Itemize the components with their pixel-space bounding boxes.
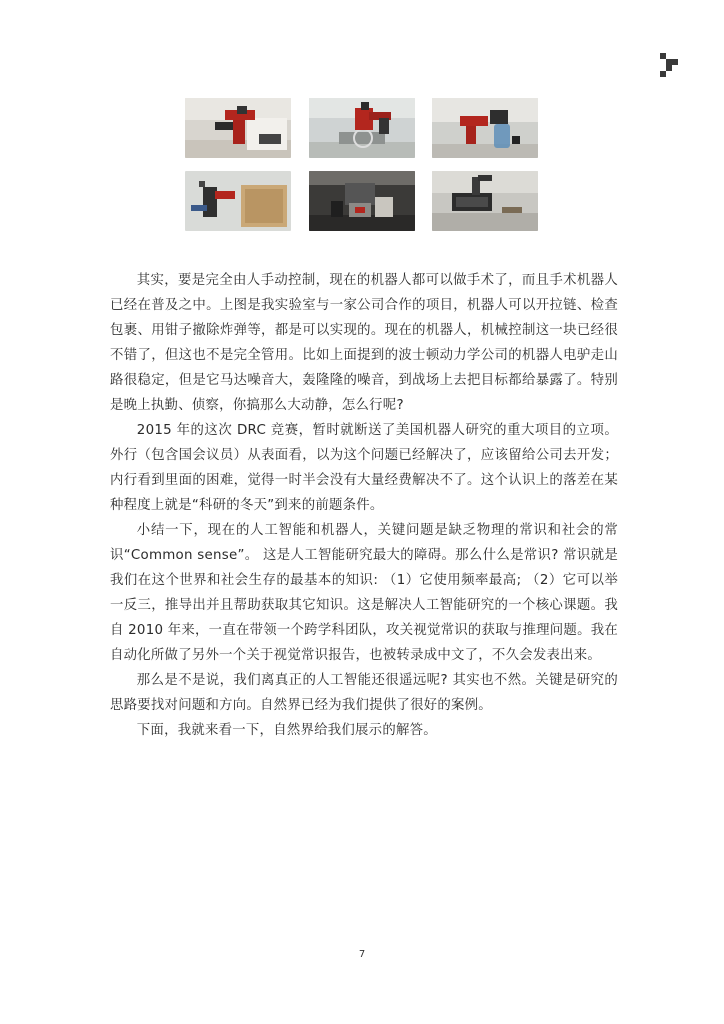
robot-photo-4 (185, 171, 291, 231)
paragraph-5: 下面，我就来看一下，自然界给我们展示的解答。 (136, 723, 437, 738)
paragraph-1: 其实，要是完全由人手动控制，现在的机器人都可以做手术了，而且手术机器人已经在普及之中。上图是我实验室与一家公司合作的项目，机器人可以开拉链、检查包裹、用钳子撤除炸弹等，都是可以实现的。现在的机器人，机械控制这一块已经很不错了，但这也不是完全管用。比如上面提到的波士顿动力学公司的机器人电驴走山路很稳定，但是它马达噪音大，轰隆隆的噪音，到战场上去把目标都给暴露了。特别是晚上执勤、侦察，你搞那么大动静，怎么行呢? (110, 273, 618, 413)
page-number: 7 (358, 949, 366, 960)
robot-photo-3 (432, 98, 538, 158)
paragraph-2: 2015 年的这次 DRC 竞赛，暂时就断送了美国机器人研究的重大项目的立项。外行（包含国会议员）从表面看，以为这个问题已经解决了，应该留给公司去开发；内行看到里面的困难，觉得一时半会没有大量经费解决不了。这个认识上的落差在某种程度上就是“科研的冬天”到来的前题条件。 (110, 423, 618, 513)
robot-photo-1 (185, 98, 291, 158)
robot-photo-5 (309, 171, 415, 231)
corner-logo-icon (660, 53, 678, 77)
robot-photo-6 (432, 171, 538, 231)
body-text (110, 268, 618, 743)
robot-photo-2 (309, 98, 415, 158)
paragraph-3: 小结一下，现在的人工智能和机器人，关键问题是缺乏物理的常识和社会的常识“Common sense”。 这是人工智能研究最大的障碍。那么什么是常识? 常识就是我们在这个世界和社会生存的最基本的知识: （1）它使用频率最高; （2）它可以举一反三，推导出并且帮助获取其它知识。这是解决人工智能研究的一个核心课题。我自 2010 年来，一直在带领一个跨学科团队，攻关视觉常识的获取与推理问题。我在自动化所做了另外一个关于视觉常识报告，也被转录成中文了，不久会发表出来。 (110, 523, 618, 663)
paragraph-4: 那么是不是说，我们离真正的人工智能还很遥远呢? 其实也不然。关键是研究的思路要找对问题和方向。自然界已经为我们提供了很好的案例。 (110, 673, 618, 713)
